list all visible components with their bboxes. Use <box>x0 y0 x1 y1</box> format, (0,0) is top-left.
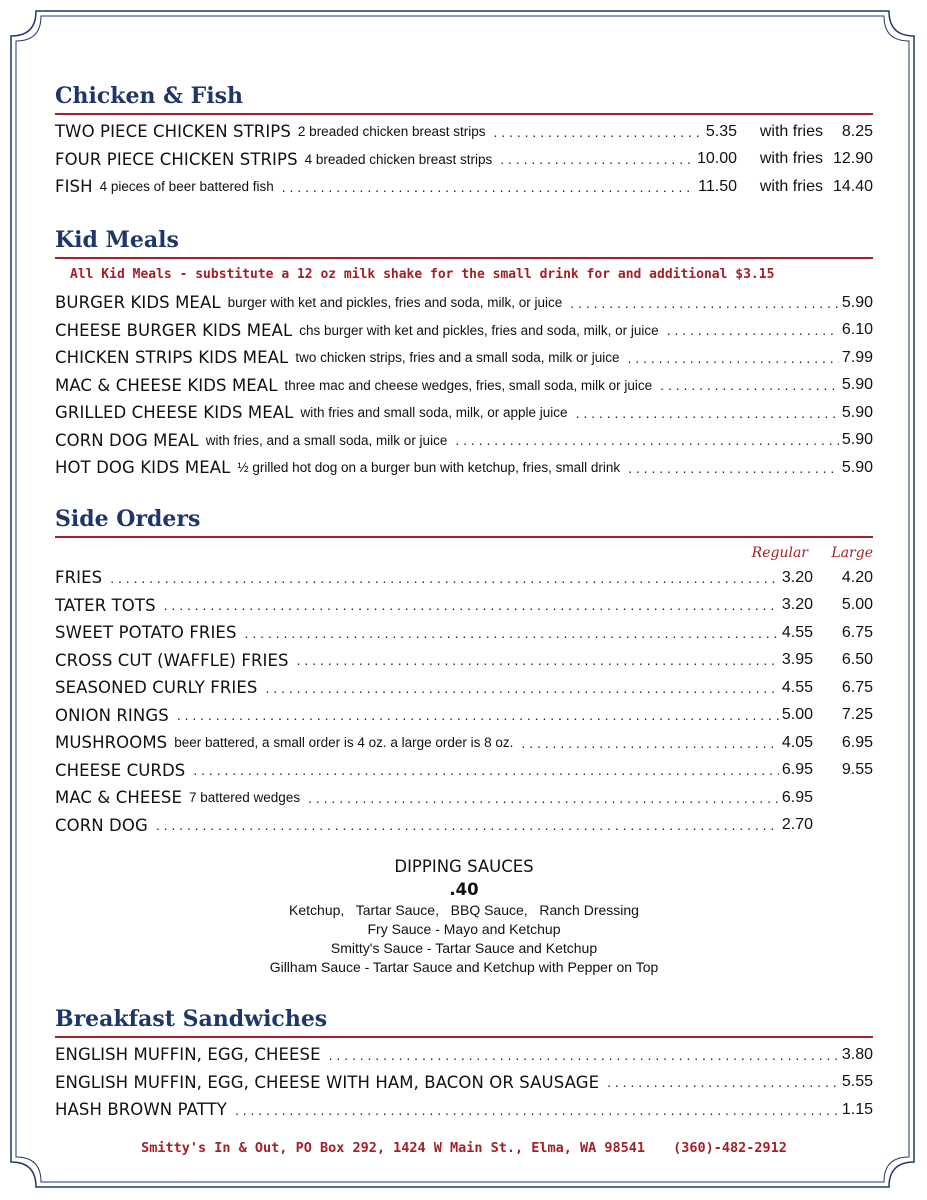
item-name: FOUR PIECE CHICKEN STRIPS <box>55 149 298 169</box>
menu-item-row <box>55 1096 873 1124</box>
menu-item-row <box>55 1069 873 1097</box>
item-description: three mac and cheese wedges, fries, small soda, milk or juice <box>284 377 653 393</box>
large-price: 6.50 <box>841 651 873 669</box>
regular-price: 3.20 <box>781 568 813 586</box>
item-description: 2 breaded chicken breast strips <box>297 124 486 140</box>
dipping-sauces-lines <box>55 901 873 977</box>
menu-item-row <box>55 427 873 455</box>
item-description: 7 battered wedges <box>189 790 301 806</box>
item-name: MAC & CHEESE <box>55 788 182 808</box>
regular-price: 4.55 <box>781 623 813 641</box>
dot-leader <box>628 460 839 476</box>
regular-price: 5.00 <box>781 706 813 724</box>
item-name: FRIES <box>55 568 103 588</box>
item-name: FISH <box>55 177 93 197</box>
with-fries-price: 14.40 <box>832 177 873 195</box>
column-header-large: Large <box>831 545 873 561</box>
dot-leader <box>329 1047 839 1063</box>
item-description: two chicken strips, fries and a small soda, milk or juice <box>295 350 620 366</box>
large-price: 9.55 <box>841 761 873 779</box>
dot-leader <box>193 762 778 778</box>
sauce-line: Gillham Sauce - Tartar Sauce and Ketchup with Pepper on Top <box>269 959 659 975</box>
large-price: 4.20 <box>841 568 873 586</box>
item-name: HASH BROWN PATTY <box>55 1100 227 1120</box>
item-name: CHEESE BURGER KIDS MEAL <box>55 320 293 340</box>
section-title: Kid Meals <box>55 227 179 253</box>
large-price: 6.75 <box>841 678 873 696</box>
item-description: ½ grilled hot dog on a burger bun with ketchup, fries, small drink <box>237 460 621 476</box>
item-name: TWO PIECE CHICKEN STRIPS <box>55 122 291 142</box>
menu-item-row <box>55 173 873 201</box>
dot-leader <box>308 790 779 806</box>
sauce-line: Fry Sauce - Mayo and Ketchup <box>367 921 561 937</box>
dot-leader <box>570 295 839 311</box>
section-title: Breakfast Sandwiches <box>55 1006 328 1032</box>
menu-item-row <box>55 674 873 702</box>
menu-item-row <box>55 619 873 647</box>
item-name: GRILLED CHEESE KIDS MEAL <box>55 403 294 423</box>
menu-item-row <box>55 146 873 174</box>
item-name: MUSHROOMS <box>55 733 168 753</box>
item-price: 5.90 <box>841 431 873 449</box>
item-description: with fries and small soda, milk, or apple juice <box>300 405 568 421</box>
dot-leader <box>265 680 778 696</box>
item-description: burger with ket and pickles, fries and soda, milk, or juice <box>227 295 563 311</box>
item-name: BURGER KIDS MEAL <box>55 293 221 313</box>
regular-price: 4.05 <box>781 733 813 751</box>
dipping-sauces-title: DIPPING SAUCES <box>394 857 534 876</box>
dot-leader <box>494 124 703 140</box>
section-title: Chicken & Fish <box>55 83 244 109</box>
menu-item-row <box>55 372 873 400</box>
menu-item-row <box>55 399 873 427</box>
regular-price: 6.95 <box>781 788 813 806</box>
dot-leader <box>667 322 839 338</box>
with-fries-label: with fries <box>759 177 823 195</box>
dot-leader <box>660 377 839 393</box>
sauce-line: Smitty's Sauce - Tartar Sauce and Ketchup <box>330 940 598 956</box>
dot-leader <box>282 179 695 195</box>
section-title: Side Orders <box>55 506 201 532</box>
menu-item-row <box>55 118 873 146</box>
section-chicken-fish <box>55 81 873 201</box>
item-description: 4 breaded chicken breast strips <box>304 151 493 167</box>
breakfast-list <box>55 1041 873 1124</box>
menu-item-row <box>55 592 873 620</box>
regular-price: 3.95 <box>781 651 813 669</box>
item-name: SWEET POTATO FRIES <box>55 623 237 643</box>
menu-item-row <box>55 812 873 840</box>
item-name: CORN DOG <box>55 815 148 835</box>
section-breakfast <box>55 1004 873 1124</box>
menu-item-row <box>55 784 873 812</box>
dot-leader <box>521 735 778 751</box>
item-price: 5.35 <box>705 122 737 140</box>
column-header-regular: Regular <box>751 545 808 561</box>
side-orders-column-headers <box>55 542 873 564</box>
dot-leader <box>156 817 779 833</box>
item-price: 5.90 <box>841 458 873 476</box>
item-name: MAC & CHEESE KIDS MEAL <box>55 375 278 395</box>
item-name: ONION RINGS <box>55 705 169 725</box>
menu-item-row <box>55 647 873 675</box>
large-price: 7.25 <box>841 706 873 724</box>
dot-leader <box>576 405 839 421</box>
dot-leader <box>164 597 779 613</box>
regular-price: 3.20 <box>781 596 813 614</box>
dot-leader <box>627 350 838 366</box>
item-name: ENGLISH MUFFIN, EGG, CHEESE WITH HAM, BACON OR SAUSAGE <box>55 1072 600 1092</box>
menu-item-row <box>55 1041 873 1069</box>
menu-item-row <box>55 454 873 482</box>
section-kid-meals <box>55 225 873 482</box>
dipping-sauces-price: .40 <box>449 880 479 899</box>
with-fries-label: with fries <box>759 122 823 140</box>
chicken-fish-list <box>55 118 873 201</box>
large-price: 5.00 <box>841 596 873 614</box>
dot-leader <box>110 570 779 586</box>
item-price: 1.15 <box>841 1100 873 1118</box>
kid-meals-list <box>55 289 873 482</box>
with-fries-price: 8.25 <box>841 122 873 140</box>
large-price: 6.75 <box>841 623 873 641</box>
item-name: HOT DOG KIDS MEAL <box>55 458 231 478</box>
large-price: 6.95 <box>841 733 873 751</box>
regular-price: 4.55 <box>781 678 813 696</box>
dot-leader <box>455 432 839 448</box>
with-fries-price: 12.90 <box>832 150 873 168</box>
menu-item-row <box>55 702 873 730</box>
kid-meals-note: All Kid Meals - substitute a 12 oz milk shake for the small drink for and additional $3.15 <box>70 267 775 282</box>
regular-price: 6.95 <box>781 761 813 779</box>
item-name: SEASONED CURLY FRIES <box>55 678 258 698</box>
item-price: 5.55 <box>841 1073 873 1091</box>
item-description: 4 pieces of beer battered fish <box>99 179 274 195</box>
item-name: CORN DOG MEAL <box>55 430 199 450</box>
dot-leader <box>297 652 779 668</box>
footer-address: Smitty's In & Out, PO Box 292, 1424 W Main St., Elma, WA 98541 <box>141 1140 646 1156</box>
dipping-sauces <box>55 855 873 977</box>
footer-phone: (360)-482-2912 <box>673 1140 787 1156</box>
item-name: CHEESE CURDS <box>55 760 186 780</box>
regular-price: 2.70 <box>781 816 813 834</box>
item-price: 11.50 <box>698 177 737 195</box>
item-name: ENGLISH MUFFIN, EGG, CHEESE <box>55 1045 321 1065</box>
menu-item-row <box>55 564 873 592</box>
dot-leader <box>607 1074 839 1090</box>
item-price: 5.90 <box>841 293 873 311</box>
menu-item-row <box>55 757 873 785</box>
sauce-line: Ketchup, Tartar Sauce, BBQ Sauce, Ranch Dressing <box>289 902 639 918</box>
item-price: 7.99 <box>841 348 873 366</box>
menu-item-row <box>55 344 873 372</box>
dot-leader <box>235 1102 839 1118</box>
menu-item-row <box>55 729 873 757</box>
section-side-orders <box>55 504 873 839</box>
item-price: 10.00 <box>696 150 737 168</box>
item-price: 5.90 <box>841 376 873 394</box>
dot-leader <box>500 151 694 167</box>
with-fries-label: with fries <box>759 150 823 168</box>
menu-item-row <box>55 289 873 317</box>
dot-leader <box>177 707 779 723</box>
item-description: with fries, and a small soda, milk or juice <box>205 432 448 448</box>
dot-leader <box>245 625 779 641</box>
footer <box>55 1140 873 1156</box>
side-orders-list <box>55 564 873 839</box>
item-description: chs burger with ket and pickles, fries and soda, milk, or juice <box>299 322 659 338</box>
item-price: 3.80 <box>841 1045 873 1063</box>
item-description: beer battered, a small order is 4 oz. a large order is 8 oz. <box>174 735 514 751</box>
item-name: TATER TOTS <box>55 595 156 615</box>
item-price: 5.90 <box>841 403 873 421</box>
item-name: CHICKEN STRIPS KIDS MEAL <box>55 348 289 368</box>
item-price: 6.10 <box>841 321 873 339</box>
item-name: CROSS CUT (WAFFLE) FRIES <box>55 650 289 670</box>
menu-item-row <box>55 317 873 345</box>
section-divider <box>55 536 873 538</box>
section-divider <box>55 257 873 259</box>
